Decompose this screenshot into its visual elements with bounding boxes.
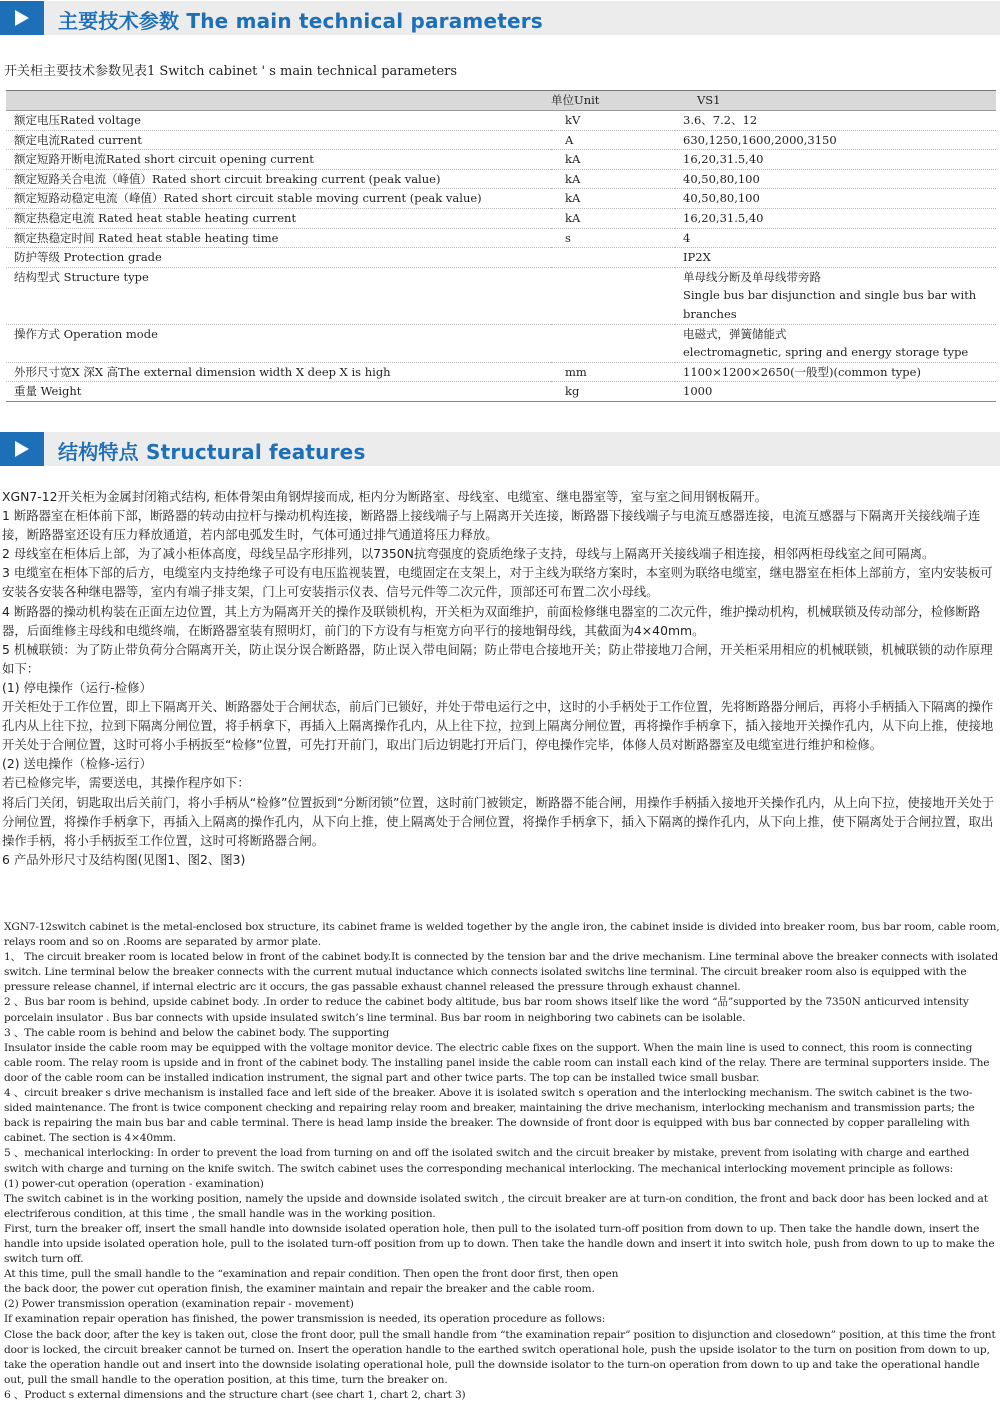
cn-paragraph: 1 断路器室在柜体前下部，断路器的转动由拉杆与操动机构连接，断路器上接线端子与上隔离开关连接，断路器下接线端子与电流互感器连接，电流互感器与下隔离开关接线端子连接，断路器室还设有压力释放通道，若内部电弧发生时，气体可通过排气通道将压力释放。 [2, 508, 981, 543]
header-item [6, 91, 551, 111]
param-value-line: 40,50,80,100 [683, 191, 760, 206]
cn-paragraph: 4 断路器的操动机构装在正面左边位置，其上方为隔离开关的操作及联锁机构，开关柜为双面维护，前面检修继电器室的二次元件，维护操动机构，机械联锁及传动部分，检修断路器，后面维修主母线和电缆终端，在断路器室装有照明灯，前门的下方设有与柜宽方向平行的接地铜母线，其截面为4×40mm。 [2, 603, 981, 638]
play-arrow-icon [15, 10, 29, 26]
parameters-table [6, 90, 996, 402]
en-paragraph: 2 、Bus bar room is behind, upside cabinet body. .In order to reduce the cabinet body altitude, bus bar room shows itself like the word “品”supported by the 7350N anticurved intensity porcelain insulator . Bus bar connects with upside insulated switch’s line terminal. Bus bar room in neighboring two cabinets can be isolable. [4, 996, 969, 1024]
en-paragraph: At this time, pull the small handle to the “examination and repair condition. Then open the front door first, then open [4, 1268, 619, 1281]
param-value-line-en: Single bus bar disjunction and single bus bar with branches [683, 288, 977, 321]
param-value [675, 169, 996, 189]
table-row [6, 228, 996, 248]
cn-paragraph: (1) 停电操作（运行-检修） [2, 679, 152, 695]
table-header-row [6, 91, 996, 111]
en-paragraph: the back door, the power cut operation finish, the examiner maintain and repair the breaker and the cable room. [4, 1283, 595, 1296]
table-row [6, 130, 996, 150]
section-title-features: 结构特点 Structural features [58, 440, 366, 464]
param-value [675, 267, 996, 324]
param-value-line: 630,1250,1600,2000,3150 [683, 132, 837, 147]
table-row [6, 248, 996, 268]
en-paragraph: XGN7-12switch cabinet is the metal-enclosed box structure, its cabinet frame is welded together by the angle iron, the cabinet inside is divided into breaker room, bus bar room, cable room, relays room and so on .Rooms are separated by armor plate. [4, 921, 1000, 949]
param-value [675, 130, 996, 150]
table-row [6, 208, 996, 228]
param-unit: A [551, 130, 675, 150]
param-name: 额定热稳定时间 Rated heat stable heating time [6, 228, 551, 248]
param-value [675, 382, 996, 402]
table-row [6, 382, 996, 402]
param-name: 结构型式 Structure type [6, 267, 551, 324]
table-caption: 开关柜主要技术参数见表1 Switch cabinet ' s main technical parameters [4, 64, 458, 79]
param-value-line: IP2X [683, 250, 711, 265]
param-name: 重量 Weight [6, 382, 551, 402]
section-title-parameters: 主要技术参数 The main technical parameters [58, 9, 543, 33]
english-description [4, 920, 1000, 1403]
param-value-line: 16,20,31.5,40 [683, 210, 764, 225]
param-unit [551, 267, 675, 324]
param-value-line: 3.6、7.2、12 [683, 113, 758, 127]
table-row [6, 169, 996, 189]
param-unit: kg [551, 382, 675, 402]
cn-paragraph: 将后门关闭，钥匙取出后关前门，将小手柄从“检修”位置扳到“分断闭锁”位置，这时前门被锁定，断路器不能合闸，用操作手柄插入接地开关操作孔内，从上向下拉，使接地开关处于分闸位置，将操作手柄拿下，再插入上隔离的操作孔内，从下向上推，使上隔离处于合闸位置，将操作手柄拿下，插入下隔离的操作孔内，从下向上推，使下隔离处于合闸拉置，取出操作手柄，将小手柄扳至工作位置，这时可将断路器合闸。 [2, 794, 995, 848]
param-value [675, 362, 996, 382]
section-header-parameters [0, 1, 1000, 35]
table-row [6, 189, 996, 209]
chinese-description [2, 487, 1000, 869]
section-header-features [0, 432, 1000, 466]
en-paragraph: Insulator inside the cable room may be equipped with the voltage monitor device. The electric cable fixes on the support. When the main line is used to connect, this room is connecting cable room. The relay room is upside and in front of the cabinet body. The installing panel inside the cable room can install each kind of the relay. There are terminal supporters inside. The door of the cable room can be installed indication instrument, the signal part and other twice parts. The top can be installed twice small busbar. [4, 1041, 990, 1084]
en-paragraph: Close the back door, after the key is taken out, close the front door, pull the small handle from “the examination repair” position to disjunction and closedown” position, at this time the front door is locked, the circuit breaker cannot be turned on. Insert the operation handle to the earthed switch operational hole, push the upside isolator to the turn on position from down to up, take the operation handle out and insert into the downside isolating operational hole, pull the downside isolator to the turn-on operation from down to up and take the operational handle out, pull the small handle to the operation position, at this time, turn the breaker on. [4, 1328, 996, 1386]
param-name: 额定短路关合电流（峰值）Rated short circuit breaking current (peak value) [6, 169, 551, 189]
param-unit: s [551, 228, 675, 248]
cn-paragraph: 若已检修完毕，需要送电，其操作程序如下： [2, 775, 250, 791]
param-unit: kV [551, 111, 675, 131]
param-value [675, 111, 996, 131]
cn-paragraph: 开关柜处于工作位置，即上下隔离开关、断路器处于合闸状态，前后门已锁好，并处于带电运行之中，这时的小手柄处于工作位置，先将断路器分闸后，再将小手柄插入下隔离的操作孔内从上往下拉，拉到下隔离分闸位置，将手柄拿下，再插入上隔离操作孔内，从上往下拉，拉到上隔离分闸位置，再将操作手柄拿下，插入接地开关操作孔内，从下向上推，使接地开关处于合闸位置，这时可将小手柄扳至“检修”位置，可先打开前门，取出门后边钥匙打开后门，停电操作完毕，体修人员对断路器室及电缆室进行维护和检修。 [2, 699, 994, 753]
param-value [675, 248, 996, 268]
param-value [675, 208, 996, 228]
param-unit [551, 248, 675, 268]
param-unit: mm [551, 362, 675, 382]
en-paragraph: If examination repair operation has finished, the power transmission is needed, its operation procedure as follows: [4, 1313, 606, 1326]
param-value-line: 16,20,31.5,40 [683, 152, 764, 167]
param-name: 额定短路开断电流Rated short circuit opening current [6, 150, 551, 170]
param-unit: kA [551, 150, 675, 170]
param-value [675, 189, 996, 209]
en-paragraph: 3 、The cable room is behind and below the cabinet body. The supporting [4, 1026, 390, 1039]
param-value [675, 228, 996, 248]
cn-paragraph: 2 母线室在柜体后上部，为了减小柜体高度，母线呈品字形排列，以7350N抗弯强度的瓷质绝缘子支持，母线与上隔离开关接线端子相连接，相邻两柜母线室之间可隔离。 [2, 546, 935, 562]
en-paragraph: (1) power-cut operation (operation - examination) [4, 1177, 264, 1190]
table-row [6, 150, 996, 170]
param-name: 额定短路动稳定电流（峰值）Rated short circuit stable moving current (peak value) [6, 189, 551, 209]
header-unit: 单位Unit [551, 91, 675, 111]
param-value [675, 324, 996, 362]
table-row [6, 267, 996, 324]
param-name: 额定电压Rated voltage [6, 111, 551, 131]
en-paragraph: 6 、Product s external dimensions and the structure chart (see chart 1, chart 2, chart 3) [4, 1388, 466, 1401]
table-row [6, 111, 996, 131]
param-name: 外形尺寸宽X 深X 高The external dimension width X deep X is high [6, 362, 551, 382]
en-paragraph: (2) Power transmission operation (examination repair - movement) [4, 1298, 354, 1311]
param-value-line-en: electromagnetic, spring and energy storage type [683, 345, 969, 360]
cn-paragraph: XGN7-12开关柜为金属封闭箱式结构, 柜体骨架由角钢焊接而成, 柜内分为断路室、母线室、电缆室、继电器室等，室与室之间用钢板隔开。 [2, 489, 768, 504]
header-value: VS1 [675, 91, 996, 111]
cn-paragraph: 3 电缆室在柜体下部的后方，电缆室内支持绝缘子可设有电压监视装置，电缆固定在支架上，对于主线为联络方案时，本室则为联络电缆室，继电器室在柜体上部前方，室内安装板可安装各安装各种继电器等，室内有端子排支架，门上可安装指示仪表、信号元件等二次元件，顶部还可布置二次小母线。 [2, 565, 993, 600]
param-unit: kA [551, 189, 675, 209]
param-unit: kA [551, 208, 675, 228]
param-value-line: 单母线分断及单母线带旁路 [683, 269, 821, 284]
section-marker [0, 432, 44, 466]
play-arrow-icon [15, 441, 29, 457]
param-value-line: 4 [683, 230, 691, 245]
param-unit: kA [551, 169, 675, 189]
cn-paragraph: 6 产品外形尺寸及结构图(见图1、图2、图3) [2, 851, 246, 867]
section-marker [0, 1, 44, 35]
table-row [6, 324, 996, 362]
cn-paragraph: (2) 送电操作（检修-运行） [2, 756, 152, 772]
cn-paragraph: 5 机械联锁：为了防止带负荷分合隔离开关，防止误分误合断路器，防止误入带电间隔；防止带电合接地开关；防止带接地刀合闸，开关柜采用相应的机械联锁，机械联锁的动作原理如下： [2, 641, 993, 676]
en-paragraph: The switch cabinet is in the working position, namely the upside and downside isolated switch , the circuit breaker are at turn-on condition, the front and back door has been locked and at electriferous condition, at this time , the small handle was in the working position. [4, 1192, 988, 1220]
param-name: 操作方式 Operation mode [6, 324, 551, 362]
en-paragraph: 4 、circuit breaker s drive mechanism is installed face and left side of the breaker. Above it is isolated switch s operation and the interlocking mechanism. The switch cabinet is the two-sided maintenance. The front is twice component checking and repairing relay room and breaker, maintaining the drive mechanism, interlocking mechanism and transmission parts; the back is repairing the main bus bar and cable terminal. There is head lamp inside the breaker. The downside of front door is equipped with bus bar connected by copper paralleling with cabinet. The section is 4×40mm. [4, 1087, 975, 1145]
param-value-line: 40,50,80,100 [683, 171, 760, 186]
param-value-line: 1100×1200×2650(一般型)(common type) [683, 364, 921, 379]
param-name: 额定热稳定电流 Rated heat stable heating current [6, 208, 551, 228]
param-value [675, 150, 996, 170]
en-paragraph: 5 、mechanical interlocking: In order to prevent the load from turning on and off the isolated switch and the circuit breaker by mistake, prevent from isolating with charge and earthed switch with charge and turning on the knife switch. The switch cabinet uses the corresponding mechanical interlocking. The mechanical interlocking movement principle as follows: [4, 1147, 970, 1175]
param-value-line: 电磁式，弹簧储能式 [683, 326, 787, 341]
param-unit [551, 324, 675, 362]
param-name: 额定电流Rated current [6, 130, 551, 150]
param-name: 防护等级 Protection grade [6, 248, 551, 268]
en-paragraph: First, turn the breaker off, insert the small handle into downside isolated operation hole, then pull to the isolated turn-off position from down to up. Then take the handle down, insert the handle into upside isolated operation hole, pull to the isolated turn-off position from up to down. Then take the handle down and insert it into switch hole, push from down to up to make the switch turn off. [4, 1222, 995, 1266]
param-value-line: 1000 [683, 384, 713, 399]
table-row [6, 362, 996, 382]
en-paragraph: 1、 The circuit breaker room is located below in front of the cabinet body.It is connected by the tension bar and the drive mechanism. Line terminal above the breaker connects with isolated switch. Line terminal below the breaker connects with the current mutual inductance which connects isolated switchs line terminal. The circuit breaker room also is equipped with the pressure release channel, if internal electric arc it occurs, the gas passable exhaust channel released the pressure through exhaust channel. [4, 951, 999, 994]
